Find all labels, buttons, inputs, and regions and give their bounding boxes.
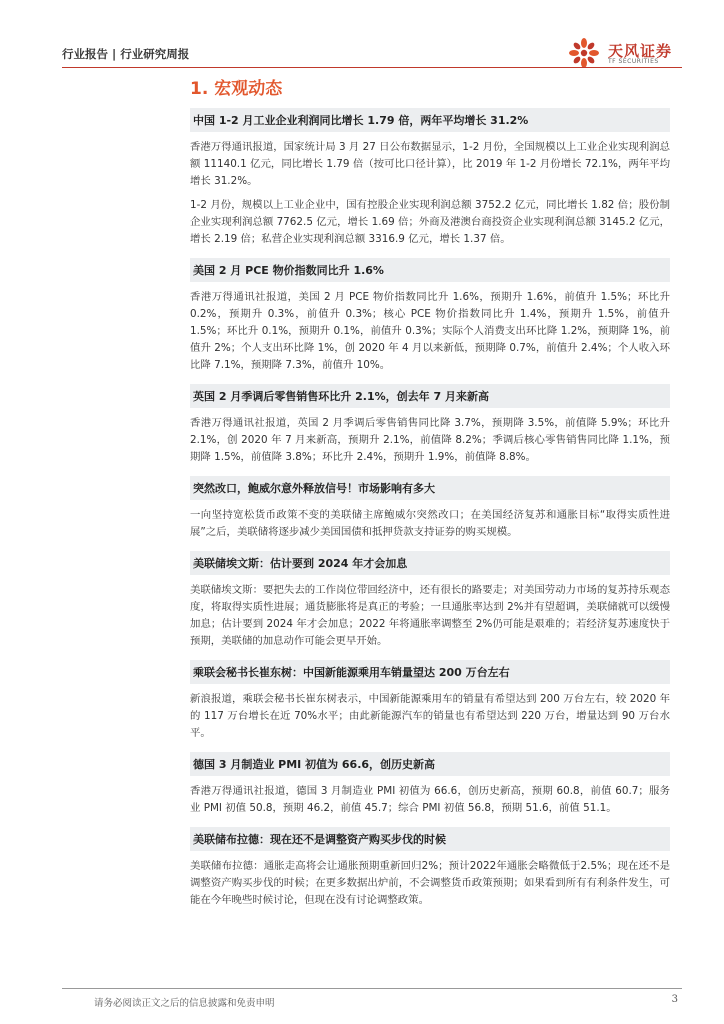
news-paragraph: 香港万得通讯社报道，德国 3 月制造业 PMI 初值为 66.6，创历史新高，预期 60.8，前值 60.7；服务业 PMI 初值 50.8，预期 46.2，前值 45.7；综合 PMI 初值 56.8，预期 51.6，前值 51.1。 (190, 785, 670, 814)
news-block (190, 476, 670, 541)
news-block (190, 827, 670, 909)
news-paragraph: 1-2 月份，规模以上工业企业中，国有控股企业实现利润总额 3752.2 亿元，同比增长 1.82 倍；股份制企业实现利润总额 7762.5 亿元，增长 1.69 倍；外商及港澳台商投资企业实现利润总额 3145.2 亿元，增长 2.19 倍；私营企业实现利润总额 3316.9 亿元，增长 1.37 倍。 (190, 199, 670, 245)
news-block (190, 384, 670, 466)
footer-disclaimer: 请务必阅读正文之后的信息披露和免责申明 (94, 998, 275, 1009)
logo-english-name: TF SECURITIES (608, 58, 659, 65)
page-header (62, 36, 682, 70)
news-paragraph: 香港万得通讯报道，国家统计局 3 月 27 日公布数据显示，1-2 月份，全国规模以上工业企业实现利润总额 11140.1 亿元，同比增长 1.79 倍（按可比口径计算），比 2019 年 1-2 月份增长 72.1%，两年平均增长 31.2%。 (190, 141, 670, 187)
news-heading: 突然改口，鲍威尔意外释放信号！市场影响有多大 (190, 476, 670, 500)
flower-logo-icon (562, 36, 606, 70)
footer-divider (62, 988, 682, 989)
section-title: 1. 宏观动态 (190, 79, 283, 99)
news-paragraph: 新浪报道，乘联会秘书长崔东树表示，中国新能源乘用车的销量有希望达到 200 万台左右，较 2020 年的 117 万台增长在近 70%水平；由此新能源汽车的销量也有希望达到 220 万台，增量达到 90 万台水平。 (190, 693, 670, 739)
logo-chinese-name: 天风证券 (608, 42, 673, 60)
report-category: 行业报告 | 行业研究周报 (62, 47, 190, 61)
news-heading: 德国 3 月制造业 PMI 初值为 66.6，创历史新高 (190, 752, 670, 776)
news-paragraph: 香港万得通讯社报道，英国 2 月季调后零售销售同比降 3.7%，预期降 3.5%，前值降 5.9%；环比升 2.1%，创 2020 年 7 月来新高，预期升 2.1%，前值降 8.2%；季调后核心零售销售同比降 1.1%，预期降 1.5%，前值降 3.8%；环比升 2.4%，预期升 1.9%，前值降 8.8%。 (190, 417, 670, 463)
news-heading: 美联储埃文斯：估计要到 2024 年才会加息 (190, 551, 670, 575)
main-content (190, 70, 670, 919)
news-heading: 美联储布拉德：现在还不是调整资产购买步伐的时候 (190, 827, 670, 851)
news-paragraph: 香港万得通讯社报道，美国 2 月 PCE 物价指数同比升 1.6%，预期升 1.6%，前值升 1.5%；环比升 0.2%，预期升 0.3%，前值升 0.3%；核心 PCE 物价指数同比升 1.4%，预期升 1.5%，前值升 1.5%；环比升 0.1%，预期升 0.1%，前值升 0.3%；实际个人消费支出环比降 1.2%，预期降 1%，前值升 2%；个人支出环比降 1%，创 2020 年 4 月以来新低，预期降 0.7%，前值升 2.4%；个人收入环比降 7.1%，预期降 7.3%，前值升 10%。 (190, 291, 670, 371)
news-heading: 乘联会秘书长崔东树：中国新能源乘用车销量望达 200 万台左右 (190, 660, 670, 684)
news-heading: 中国 1-2 月工业企业利润同比增长 1.79 倍，两年平均增长 31.2% (190, 108, 670, 132)
news-block (190, 752, 670, 817)
news-heading: 美国 2 月 PCE 物价指数同比升 1.6% (190, 258, 670, 282)
news-paragraph: 美联储布拉德：通胀走高将会让通胀预期重新回归2%；预计2022年通胀会略微低于2.5%；现在还不是调整资产购买步伐的时候；在更多数据出炉前，不会调整货币政策预期；如果看到所有有利条件发生，可能在今年晚些时候讨论，但现在没有讨论调整政策。 (190, 860, 670, 906)
news-paragraph: 一向坚持宽松货币政策不变的美联储主席鲍威尔突然改口；在美国经济复苏和通胀目标“取得实质性进展”之后，美联储将逐步减少美国国债和抵押贷款支持证券的购买规模。 (190, 509, 670, 538)
header-divider (62, 67, 682, 68)
news-block (190, 660, 670, 742)
company-logo (562, 36, 682, 70)
news-block (190, 551, 670, 650)
news-block (190, 108, 670, 248)
news-paragraph: 美联储埃文斯：要把失去的工作岗位带回经济中，还有很长的路要走；对美国劳动力市场的复苏持乐观态度，将取得实质性进展；通货膨胀将是真正的考验；一旦通胀率达到 2%并有望超调，美联储就可以缓慢加息；估计要到 2024 年才会加息；2022 年将通胀率调整至 2%仍可能是艰难的；若经济复苏速度快于预期，美联储的加息动作可能会更早开始。 (190, 584, 670, 647)
news-block (190, 258, 670, 374)
news-heading: 英国 2 月季调后零售销售环比升 2.1%，创去年 7 月来新高 (190, 384, 670, 408)
page-number: 3 (671, 994, 678, 1005)
